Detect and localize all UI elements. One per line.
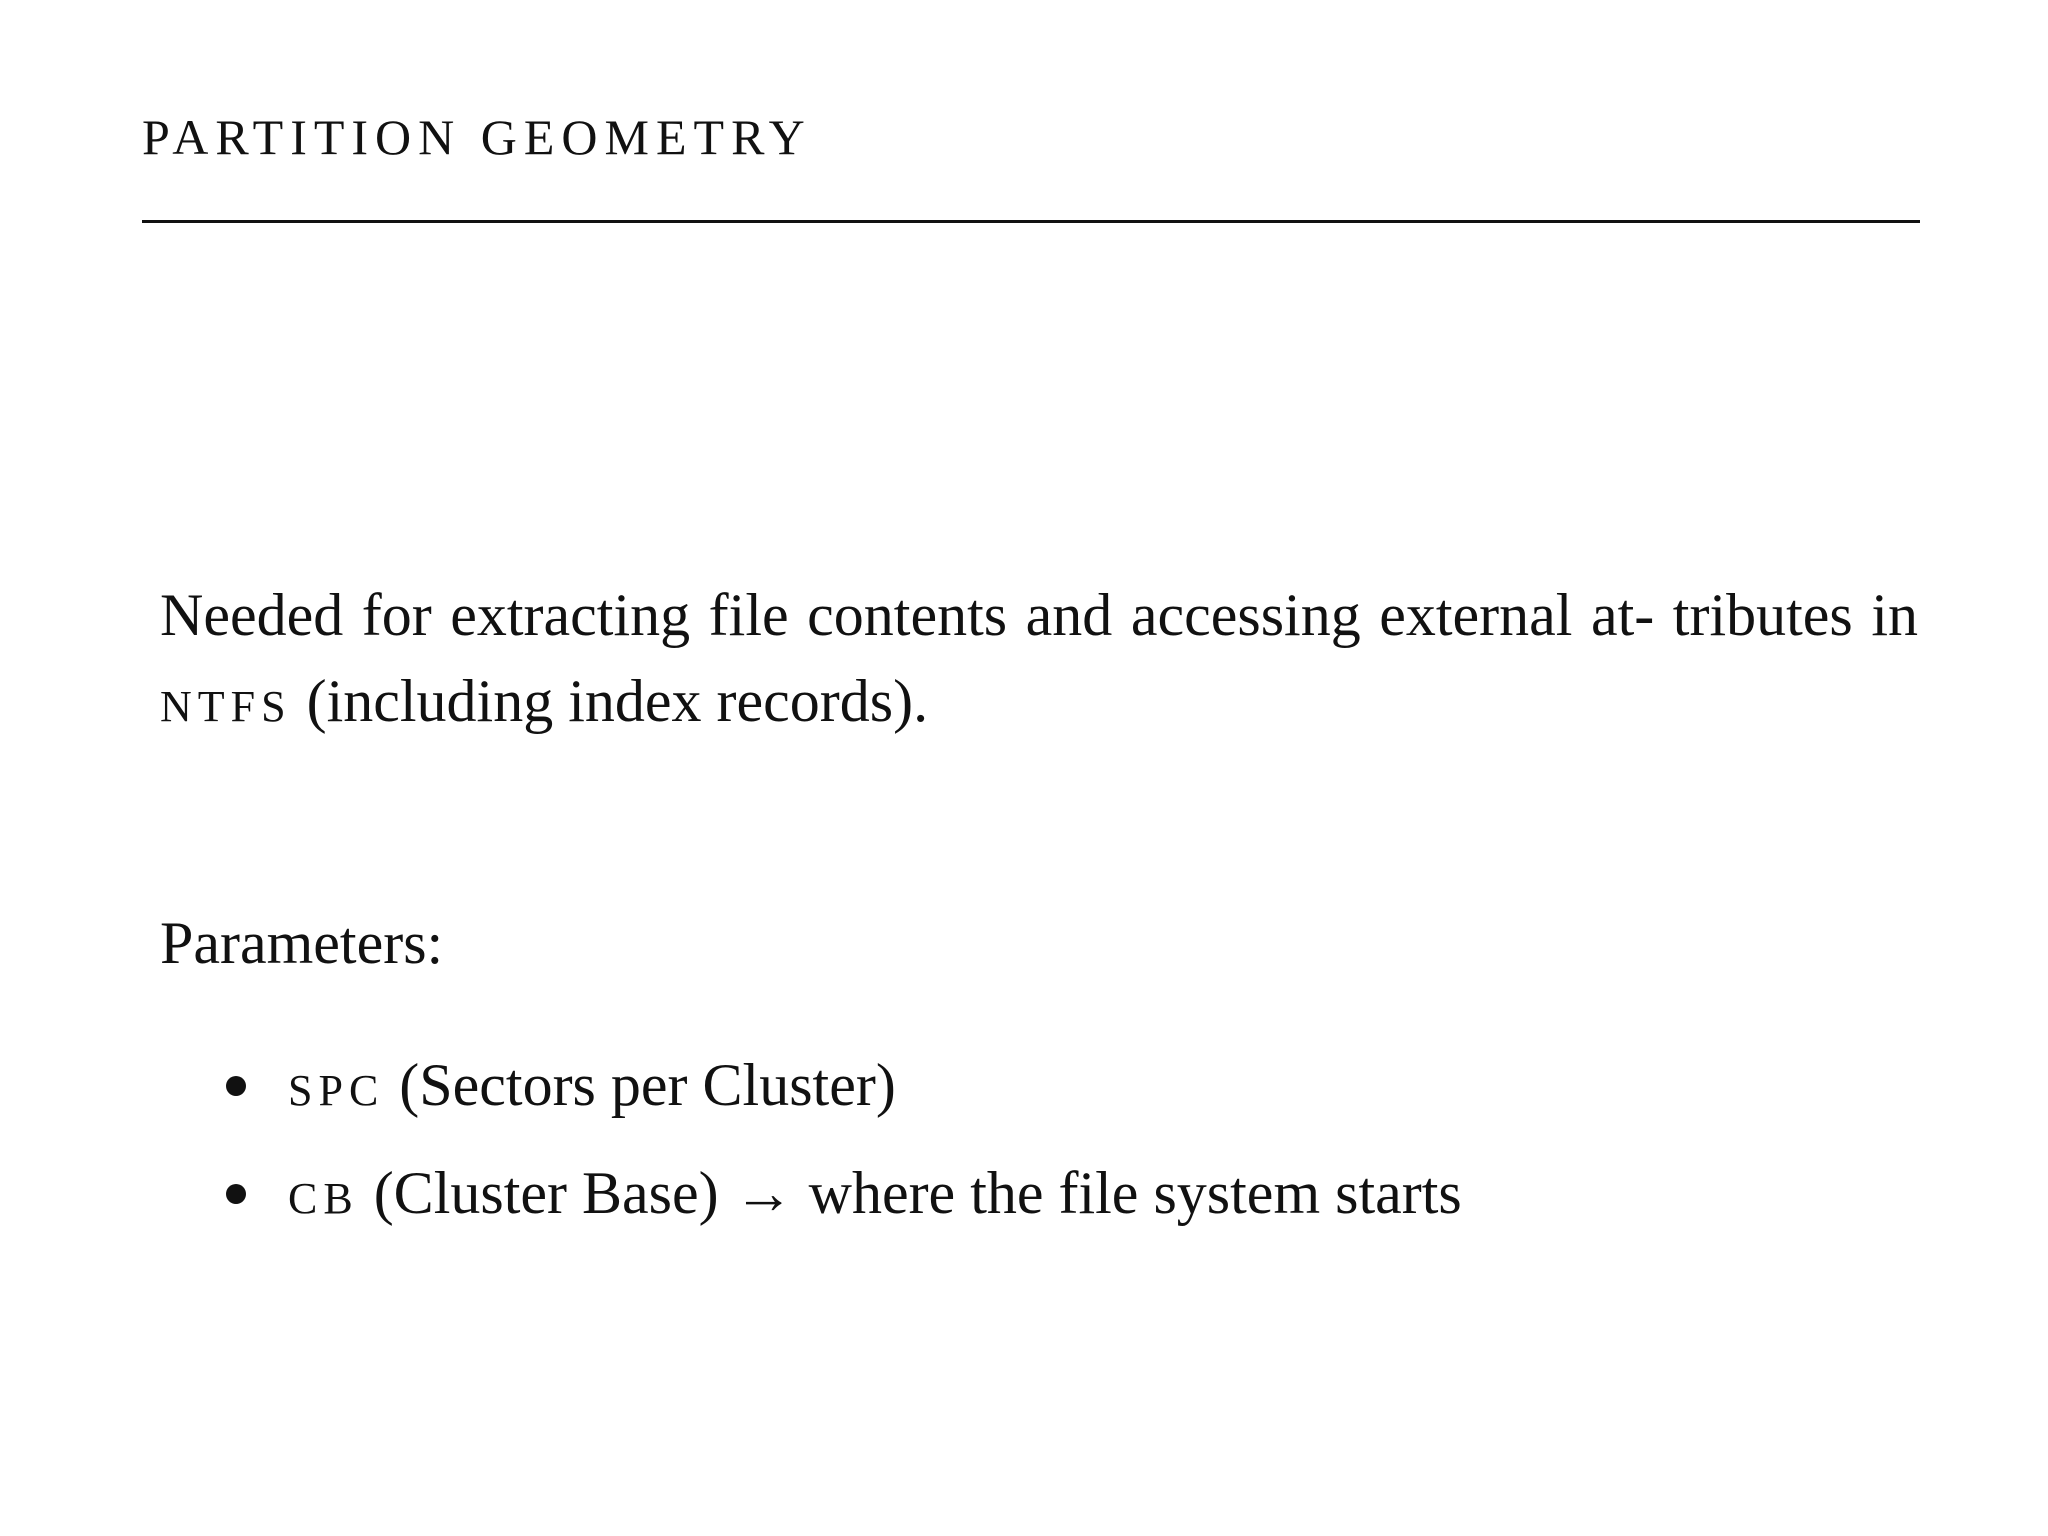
slide-title: PARTITION GEOMETRY	[142, 109, 812, 165]
list-item	[220, 1034, 1462, 1142]
parameter-description: (Cluster Base) → where the file system starts	[358, 1160, 1462, 1226]
bullet-icon	[226, 1184, 246, 1204]
bullet-icon	[226, 1076, 246, 1096]
parameter-abbr: CB	[288, 1174, 359, 1223]
title-divider	[142, 220, 1920, 223]
parameters-label: Parameters:	[160, 910, 444, 976]
list-item	[220, 1142, 1462, 1250]
parameters-list	[220, 1034, 1462, 1250]
ntfs-acronym: NTFS	[160, 682, 292, 731]
intro-text-part2: (including index records).	[291, 668, 929, 734]
intro-paragraph	[160, 572, 1918, 750]
parameter-abbr: SPC	[288, 1066, 385, 1115]
intro-text-part1: Needed for extracting file contents and accessing external at- tributes in	[160, 582, 1918, 648]
parameter-description: (Sectors per Cluster)	[384, 1052, 896, 1118]
